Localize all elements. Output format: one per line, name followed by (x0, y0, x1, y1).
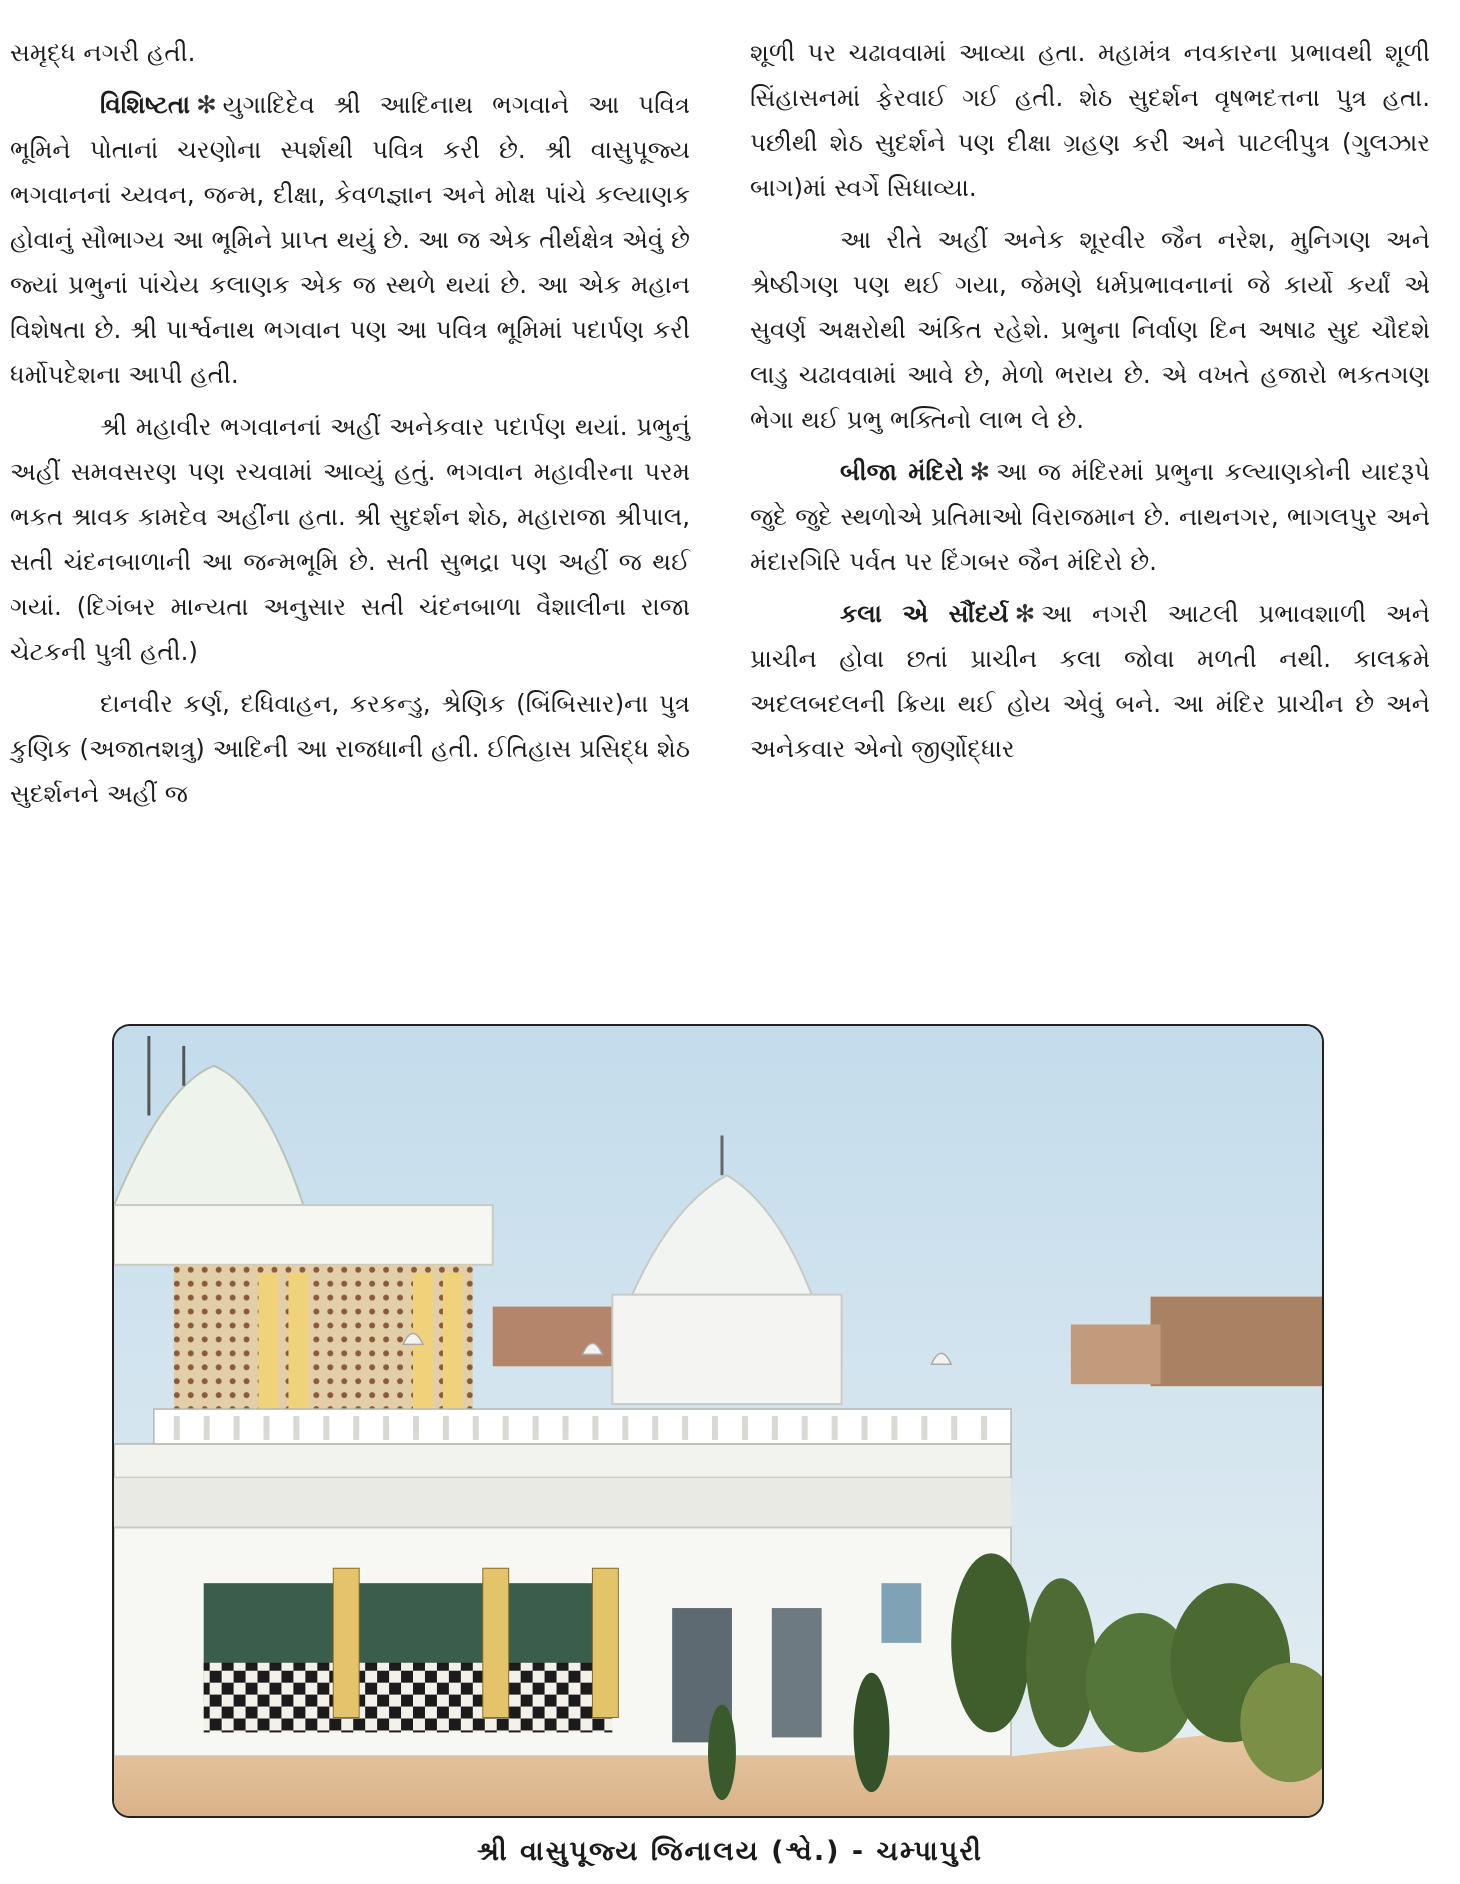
distant-building (1151, 1297, 1322, 1387)
paragraph-shuli: શૂળી પર ચઢાવવામાં આવ્યા હતા. મહામંત્ર નવકારના પ્રભાવથી શૂળી સિંહાસનમાં ફેરવાઈ ગઈ હતી. શેઠ સુદર્શન વૃષભદત્તના પુત્ર હતા. પછીથી શેઠ સુદર્શને પણ દીક્ષા ગ્રહણ કરી અને પાટલીપુત્ર (ગુલઝાર બાગ)માં સ્વર્ગે સિધાવ્યા. (750, 38, 1430, 202)
star-icon: ✻ (196, 90, 217, 119)
left-text-column (10, 30, 690, 823)
heading-art-beauty: કલા એ સૌંદર્ય (840, 599, 1009, 628)
paragraph-intro: સમૃદ્ધ નગરી હતી. (10, 38, 196, 67)
star-icon: ✻ (1014, 599, 1036, 628)
heading-other-temples: બીજા મંદિરો (840, 457, 964, 486)
paragraph-naresh: આ રીતે અહીં અનેક શૂરવીર જૈન નરેશ, મુનિગણ અને શ્રેષ્ઠીગણ પણ થઈ ગયા, જેમણે ધર્મપ્રભાવનાનાં જે કાર્યો કર્યાં એ સુવર્ણ અક્ષરોથી અંકિત રહેશે. પ્રભુના નિર્વાણ દિન અષાઢ સુદ ચૌદશે લાડુ ચઢાવવામાં આવે છે, મેળો ભરાય છે. એ વખતે હજારો ભકતગણ ભેગા થઈ પ્રભુ ભક્તિનો લાભ લે છે. (750, 225, 1430, 434)
paragraph-other-temples-text: આ જ મંદિરમાં પ્રભુના કલ્યાણકોની યાદરૂપે જુદે જુદે સ્થળોએ પ્રતિમાઓ વિરાજમાન છે. નાથનગર, ભાગલપુર અને મંદારગિરિ પર્વત પર દિંગબર જૈન મંદિરો છે. (750, 457, 1430, 576)
paragraph-art-beauty-text: આ નગરી આટલી પ્રભાવશાળી અને પ્રાચીન હોવા છતાં પ્રાચીન કલા જોવા મળતી નથી. કાલક્રમે અદલબદલની ક્રિયા થઈ હોય એવું બને. આ મંદિર પ્રાચીન છે અને અનેકવાર એનો જીર્ણોદ્ધાર (750, 599, 1430, 763)
temple-illustration (114, 1026, 1322, 1816)
checker-floor (204, 1663, 613, 1733)
distant-building (1071, 1324, 1161, 1384)
paragraph-art-beauty (750, 591, 1430, 771)
paragraph-other-temples (750, 449, 1430, 584)
paragraph-mahavir: શ્રી મહાવીર ભગવાનનાં અહીં અનેકવાર પદાર્પણ થયાં. પ્રભુનું અહીં સમવસરણ પણ રચવામાં આવ્યું હતું. ભગવાન મહાવીરના પરમ ભકત શ્રાવક કામદેવ અહીંના હતા. શ્રી સુદર્શન શેઠ, મહારાજા શ્રીપાલ, સતી ચંદનબાળાની આ જન્મભૂમિ છે. સતી સુભદ્રા પણ અહીં જ થઈ ગયાં. (દિગંબર માન્યતા અનુસાર સતી ચંદનબાળા વૈશાલીના રાજા ચેટકની પુત્રી હતી.) (10, 412, 690, 666)
right-text-column (750, 30, 1430, 778)
star-icon: ✻ (969, 457, 991, 486)
temple-photo (112, 1024, 1324, 1818)
photo-caption: શ્રી વાસુપૂજ્ય જિનાલય (શ્વે.) - ચમ્પાપુરી (477, 1836, 983, 1867)
paragraph-capital: દાનવીર કર્ણ, દધિવાહન, કરકન્ડુ, શ્રેણિક (બિંબિસાર)ના પુત્ર કુણિક (અજાતશત્રુ) આદિની આ રાજધાની હતી. ઈતિહાસ પ્રસિદ્ધ શેઠ સુદર્શનને અહીં જ (10, 689, 690, 808)
heading-vishishtata: વિશિષ્ટતા (100, 90, 191, 119)
paragraph-vishishtata (10, 82, 690, 397)
paragraph-vishishtata-text: યુગાદિદેવ શ્રી આદિનાથ ભગવાને આ પવિત્ર ભૂમિને પોતાનાં ચરણોના સ્પર્શથી પવિત્ર કરી છે. શ્રી વાસુપૂજ્ય ભગવાનનાં ચ્યવન, જન્મ, દીક્ષા, કેવળજ્ઞાન અને મોક્ષ પાંચે કલ્યાણક હોવાનું સૌભાગ્ય આ ભૂમિને પ્રાપ્ત થયું છે. આ જ એક તીર્થક્ષેત્ર એવું છે જ્યાં પ્રભુનાં પાંચેય કલાણક એક જ સ્થળે થયાં છે. આ એક મહાન વિશેષતા છે. શ્રી પાર્શ્વનાથ ભગવાન પણ આ પવિત્ર ભૂમિમાં પદાર્પણ કરી ધર્મોપદેશના આપી હતી. (10, 90, 690, 389)
